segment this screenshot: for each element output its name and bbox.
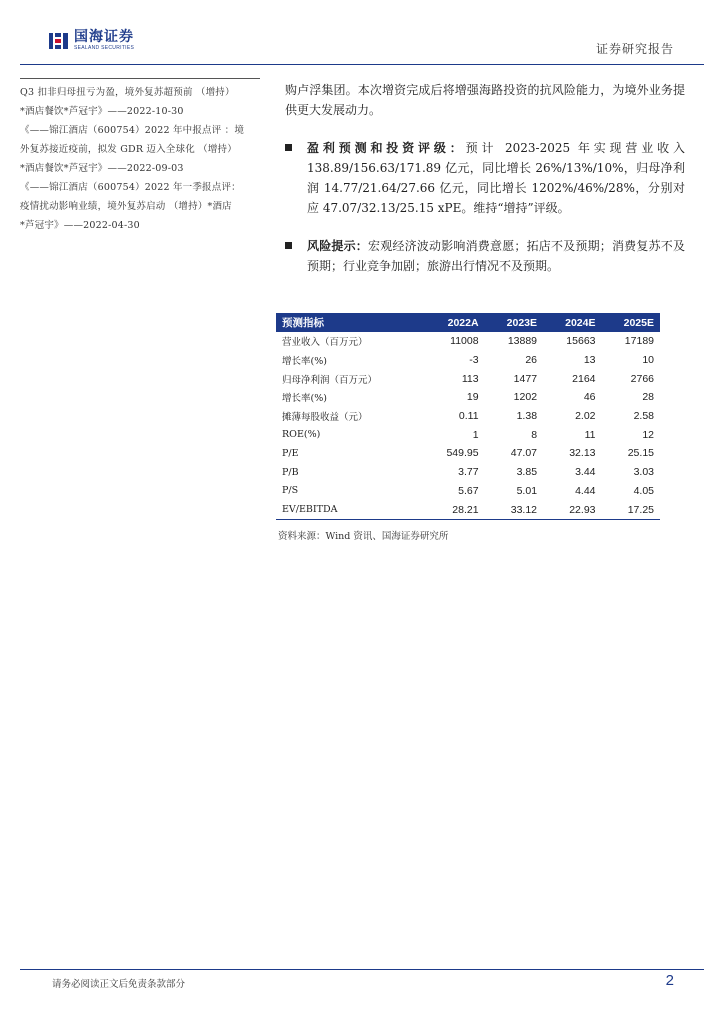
header-divider: [20, 64, 704, 65]
square-bullet-icon: [285, 144, 292, 151]
col-header: 2023E: [485, 313, 543, 332]
row-label: P/B: [282, 466, 299, 478]
row-label: 增长率(%): [282, 356, 327, 368]
related-report-line: 《——锦江酒店（600754）2022 年一季报点评：: [20, 182, 241, 193]
rating-lead: 盈利预测和投资评级：: [307, 141, 466, 155]
table-cell: 549.95: [446, 447, 479, 460]
table-cell: 13889: [507, 335, 538, 348]
risk-bullet: [285, 236, 685, 276]
col-header: 2025E: [602, 313, 661, 332]
table-cell: 13: [583, 354, 596, 367]
table-cell: 3.85: [516, 466, 538, 479]
table-cell: 22.93: [543, 500, 601, 519]
table-source: 资料来源：Wind 资讯、国海证券研究所: [278, 530, 449, 542]
table-cell: 11008: [450, 335, 479, 348]
table-cell: 11: [584, 428, 596, 441]
intro-paragraph: 购卢浮集团。本次增资完成后将增强海路投资的抗风险能力，为境外业务提供更大发展动力。: [285, 83, 685, 117]
table-cell: 1: [472, 428, 479, 441]
logo-name-cn: 国海证券: [74, 29, 134, 45]
table-cell: 32.13: [569, 447, 596, 460]
table-row: [276, 482, 660, 501]
table-cell: 2164: [572, 372, 596, 385]
col-header: 预测指标: [276, 313, 424, 332]
table-cell: 15663: [566, 335, 596, 348]
table-cell: 3.03: [633, 466, 654, 479]
square-bullet-icon: [285, 242, 292, 249]
forecast-table: [276, 313, 660, 520]
table-cell: 0.11: [458, 410, 479, 423]
table-cell: 33.12: [485, 500, 543, 519]
sealand-logo-icon: [48, 31, 70, 51]
related-report-line: 疫情扰动影响业绩，境外复苏启动 （增持）*酒店: [20, 201, 232, 212]
table-cell: 1.38: [516, 410, 538, 423]
table-cell: 17.25: [602, 500, 661, 519]
table-header-row: [276, 313, 660, 332]
table-row: [276, 351, 660, 370]
table-cell: 3.77: [458, 466, 479, 479]
table-cell: 10: [642, 354, 654, 367]
table-cell: 5.67: [458, 484, 479, 497]
related-report-line: *芦冠宇》——2022-04-30: [20, 220, 140, 231]
table-row: [276, 425, 660, 444]
related-reports: [20, 78, 260, 235]
table-cell: 4.44: [575, 484, 596, 497]
footer-disclaimer: 请务必阅读正文后免责条款部分: [52, 979, 186, 990]
table-cell: 8: [531, 428, 538, 441]
related-report-line: *酒店餐饮*芦冠宇》——2022-10-30: [20, 106, 184, 117]
table-cell: 4.05: [633, 484, 654, 497]
main-content: [285, 80, 685, 276]
table-cell: 47.07: [510, 447, 538, 460]
page-number: 2: [665, 972, 674, 989]
related-report-line: 外复苏接近疫前，拟发 GDR 迈入全球化 （增持）: [20, 144, 237, 155]
row-label: 营业收入（百万元）: [282, 337, 368, 349]
table-cell: 12: [642, 428, 654, 441]
table-cell: 26: [525, 354, 538, 367]
related-report-line: Q3 扣非归母扭亏为盈，境外复苏超预前 （增持）: [20, 87, 235, 98]
table-row: [276, 444, 660, 463]
related-report-line: *酒店餐饮*芦冠宇》——2022-09-03: [20, 163, 184, 174]
logo: [48, 30, 134, 51]
table-cell: 28.21: [424, 500, 485, 519]
table-cell: 28: [642, 391, 654, 404]
risk-text: 宏观经济波动影响消费意愿；拓店不及预期；消费复苏不及预期；行业竞争加剧；旅游出行情况不及预期。: [307, 239, 685, 273]
row-label: P/S: [282, 485, 299, 497]
row-label: 归母净利润（百万元）: [282, 374, 378, 386]
risk-lead: 风险提示：: [307, 239, 368, 253]
row-label: EV/EBITDA: [276, 500, 424, 519]
row-label: P/E: [282, 447, 299, 459]
footer-divider: [20, 969, 704, 970]
col-header: 2024E: [543, 313, 601, 332]
report-type-title: 证券研究报告: [595, 42, 674, 56]
forecast-table-section: [276, 313, 660, 542]
table-cell: 2.02: [575, 410, 596, 423]
page-header: [20, 28, 704, 64]
row-label: ROE(%): [282, 429, 321, 441]
table-cell: 19: [466, 391, 479, 404]
table-cell: -3: [469, 354, 479, 367]
table-row: [276, 407, 660, 426]
table-cell: 17189: [624, 335, 654, 348]
table-row: [276, 463, 660, 482]
table-cell: 2.58: [633, 410, 654, 423]
table-row: [276, 332, 660, 351]
table-cell: 1202: [513, 391, 538, 404]
table-cell: 46: [583, 391, 596, 404]
row-label: 摊薄每股收益（元）: [282, 412, 368, 424]
table-cell: 113: [461, 372, 479, 385]
table-cell: 3.44: [575, 466, 596, 479]
table-cell: 1477: [513, 372, 538, 385]
row-label: 增长率(%): [282, 393, 327, 405]
table-row: [276, 388, 660, 407]
table-cell: 2766: [630, 372, 654, 385]
col-header: 2022A: [424, 313, 485, 332]
logo-name-en: SEALAND SECURITIES: [74, 45, 135, 51]
related-report-line: 《——锦江酒店（600754）2022 年中报点评 ：境: [20, 125, 245, 136]
rating-text: 预计 2023-2025 年实现营业收入 138.89/156.63/171.89 亿元，同比增长 26%/13%/10%，归母净利润 14.77/21.64/27.66 亿元，同比增长 1202%/46%/28%，分别对应 47.07/32.13/25.15 xPE。维持“增持”评级。: [307, 141, 685, 215]
table-cell: 5.01: [516, 484, 538, 497]
table-cell: 25.15: [627, 447, 654, 460]
table-row: [276, 369, 660, 388]
table-row: [276, 500, 660, 519]
rating-bullet: [285, 138, 685, 218]
